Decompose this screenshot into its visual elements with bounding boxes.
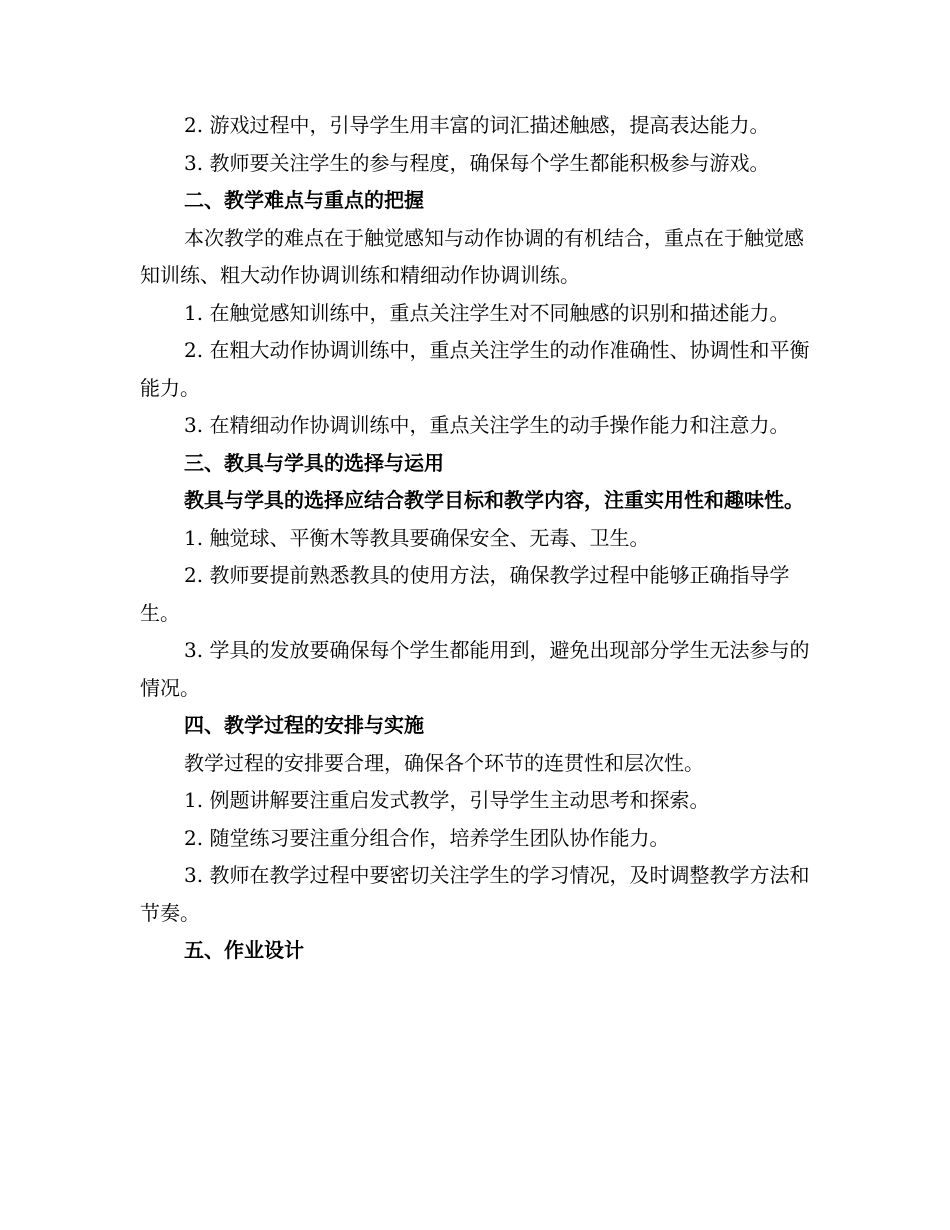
paragraph: 教学过程的安排要合理，确保各个环节的连贯性和层次性。	[184, 750, 704, 775]
list-item: 1. 触觉球、平衡木等教具要确保安全、无毒、卫生。	[184, 525, 650, 550]
list-item: 3. 教师在教学过程中要密切关注学生的学习情况，及时调整教学方法和节奏。	[140, 863, 810, 925]
list-item: 3. 教师要关注学生的参与程度，确保每个学生都能积极参与游戏。	[184, 150, 770, 175]
document-body	[140, 107, 812, 970]
section-heading: 四、教学过程的安排与实施	[184, 713, 424, 737]
bold-paragraph: 教具与学具的选择应结合教学目标和教学内容，注重实用性和趣味性。	[184, 488, 804, 512]
list-item: 2. 随堂练习要注重分组合作，培养学生团队协作能力。	[184, 825, 670, 850]
list-item: 1. 例题讲解要注重启发式教学，引导学生主动思考和探索。	[184, 788, 710, 812]
paragraph: 本次教学的难点在于触觉感知与动作协调的有机结合，重点在于触觉感知训练、粗大动作协调训练和精细动作协调训练。	[140, 225, 804, 287]
list-item: 2. 游戏过程中，引导学生用丰富的词汇描述触感，提高表达能力。	[184, 113, 770, 137]
list-item: 3. 在精细动作协调训练中，重点关注学生的动手操作能力和注意力。	[184, 413, 790, 437]
section-heading: 二、教学难点与重点的把握	[184, 188, 424, 212]
list-item: 3. 学具的发放要确保每个学生都能用到，避免出现部分学生无法参与的情况。	[140, 638, 810, 700]
list-item: 2. 教师要提前熟悉教具的使用方法，确保教学过程中能够正确指导学生。	[140, 563, 790, 625]
section-heading: 五、作业设计	[184, 938, 304, 962]
list-item: 1. 在触觉感知训练中，重点关注学生对不同触感的识别和描述能力。	[184, 300, 790, 325]
list-item: 2. 在粗大动作协调训练中，重点关注学生的动作准确性、协调性和平衡能力。	[140, 338, 810, 400]
section-heading: 三、教具与学具的选择与运用	[184, 450, 444, 475]
